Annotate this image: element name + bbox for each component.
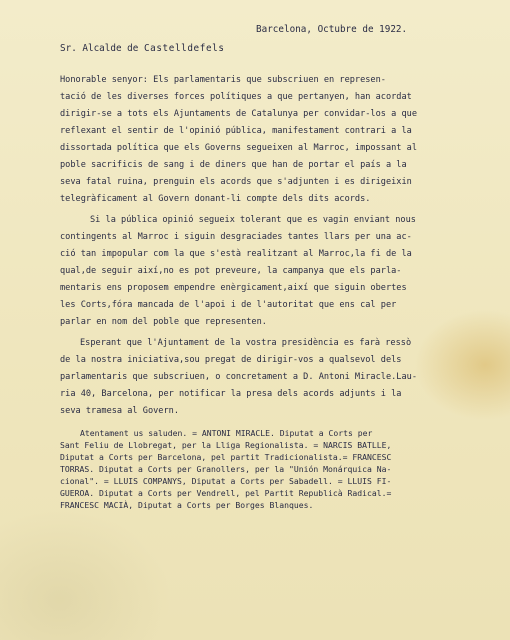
paragraph-line: qual,de seguir així,no es pot preveure, la campanya que els parla-: [60, 266, 402, 276]
recipient-place: Castelldefels: [143, 43, 225, 54]
paragraph-line: tació de les diverses forces polítiques a que pertanyen, han acordat: [60, 92, 412, 102]
signature-line: FRANCESC MACIÀ, Diputat a Corts per Borges Blanques.: [60, 500, 314, 510]
signature-line: GUEROA. Diputat a Corts per Vendrell, pel Partit Republicà Radical.=: [60, 488, 392, 498]
paragraph-line: les Corts,fóra mancada de l'apoi i de l'autoritat que ens cal per: [60, 300, 397, 310]
paragraph-line: ció tan impopular com la que s'està realitzant al Marroc,la fi de la: [60, 249, 412, 259]
paragraph-line: ria 40, Barcelona, per notificar la presa dels acords adjunts i la: [60, 389, 402, 399]
paragraph-line: Si la pública opinió segueix tolerant que es vagin enviant nous: [90, 215, 416, 225]
signature-line: cional". = LLUIS COMPANYS, Diputat a Corts per Sabadell. = LLUIS FI-: [60, 476, 392, 486]
signature-line: Sant Feliu de Llobregat, per la Lliga Regionalista. = NARCIS BATLLE,: [60, 440, 392, 450]
paragraph-line: dirigir-se a tots els Ajuntaments de Catalunya per convidar-los a que: [60, 109, 417, 119]
paragraph-line: parlamentaris que subscriuen, o concretament a D. Antoni Miracle.Lau-: [60, 372, 417, 382]
paragraph-line: de la nostra iniciativa,sou pregat de dirigir-vos a qualsevol dels: [60, 355, 402, 365]
paragraph-line: mentaris ens proposem empendre enèrgicament,així que siguin obertes: [60, 283, 407, 293]
signature-line: Diputat a Corts per Barcelona, pel partit Tradicionalista.= FRANCESC: [60, 452, 392, 462]
paragraph-line: reflexant el sentir de l'opinió pública, manifestament contrari a la: [60, 126, 412, 136]
letter-date: Barcelona, Octubre de 1922.: [256, 24, 408, 35]
paragraph-line: parlar en nom del poble que representen.: [60, 317, 267, 327]
paragraph-line: poble sacrificis de sang i de diners que han de portar el país a la: [60, 160, 407, 170]
paragraph-line: seva fatal ruina, prenguin els acords que s'adjunten i es dirigeixin: [60, 177, 412, 187]
paragraph-line: dissortada política que els Governs segueixen al Marroc, impossant al: [60, 143, 417, 153]
paragraph-line: contingents al Marroc i siguin desgraciades tantes llars per una ac-: [60, 232, 412, 242]
paragraph-line: telegràficament al Govern donant-li compte dels dits acords.: [60, 194, 371, 204]
paragraph-line: Esperant que l'Ajuntament de la vostra presidència es farà ressò: [80, 338, 412, 348]
recipient-prefix: Sr. Alcalde de: [60, 43, 144, 54]
paragraph-line: Honorable senyor: Els parlamentaris que subscriuen en represen-: [60, 75, 386, 85]
paragraph-line: seva tramesa al Govern.: [60, 406, 179, 416]
letter-recipient: [60, 41, 225, 57]
signature-line: TORRAS. Diputat a Corts per Granollers, per la "Unión Monárquica Na-: [60, 464, 392, 474]
signature-line: Atentament us saluden. = ANTONI MIRACLE. Diputat a Corts per: [80, 428, 373, 438]
